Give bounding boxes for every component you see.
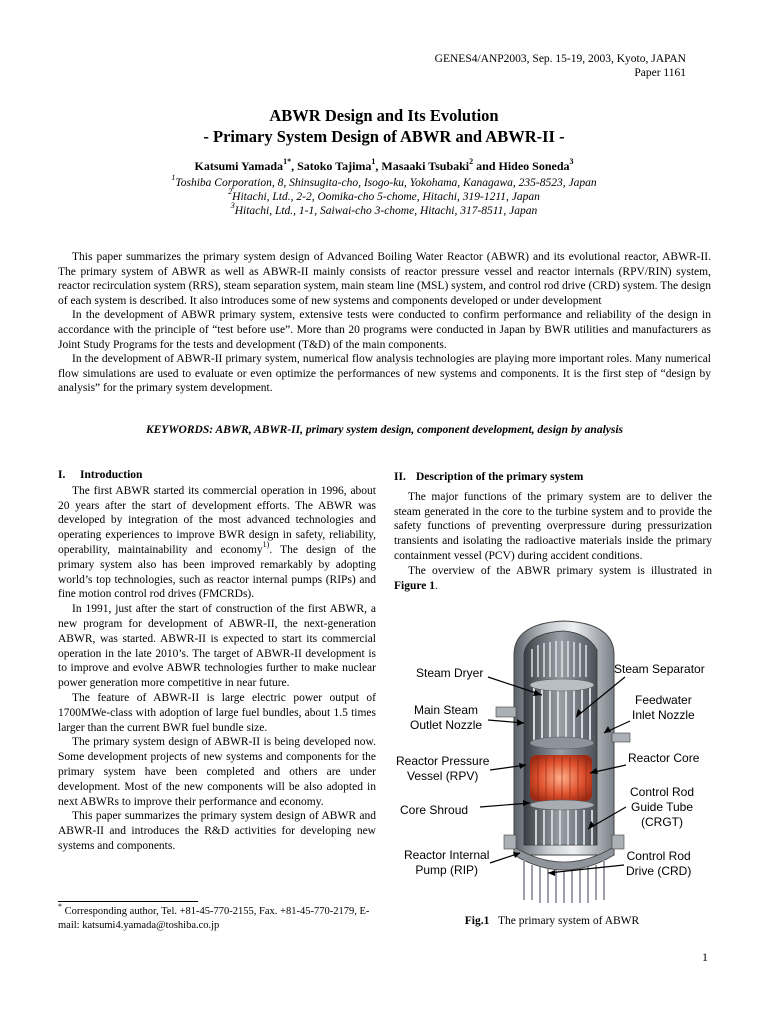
page-number: 1: [702, 950, 708, 964]
label-line: Reactor Pressure: [396, 754, 490, 768]
author-name: Katsumi Yamada: [194, 159, 284, 173]
label-steam-separator: Steam Separator: [614, 662, 705, 676]
label-line: Feedwater: [635, 693, 692, 707]
abstract-paragraph: In the development of ABWR-II primary system, numerical flow analysis technologies are playing more important roles. Many numerical flow simulations are used to evaluate or even optimize the performances of new systems and components. It is the first step of “design by analysis” for the primary system development.: [58, 353, 711, 395]
author-name: Satoko Tajima: [297, 159, 372, 173]
label-line: Reactor Internal: [404, 848, 490, 862]
label-line: Control Rod: [626, 849, 691, 863]
affiliation-3: [0, 201, 768, 219]
label-line: Drive (CRD): [626, 864, 692, 878]
footnote-text: Corresponding author, Tel. +81-45-770-2155, Fax. +81-45-770-2179, E-mail: katsumi4.yamada@toshiba.co.jp: [58, 906, 370, 931]
label-steam-dryer: Steam Dryer: [416, 666, 484, 680]
affil-mark: 3: [230, 201, 235, 211]
section-heading: [58, 468, 376, 483]
body-paragraph: The feature of ABWR-II is large electric power output of 1700MWe-class with adoption of large fuel bundles, about 1.5 times larger than the current BWR fuel bundle size.: [58, 691, 376, 734]
author-name: Hideo Soneda: [498, 159, 570, 173]
section-title: Description of the primary system: [416, 471, 584, 483]
abstract-paragraph: This paper summarizes the primary system design of Advanced Boiling Water Reactor (ABWR) and its evolutional reactor, ABWR-II. The primary system of ABWR as well as ABWR-II mainly consists of reactor pressure vessel and reactor internals (RPV/RIN) system, reactor recirculation system (RRS), steam separation system, main steam line (MSL) system, and control rod drive (CRD) system. The design of each system is described. It also introduces some of new systems and components developed or under development: [58, 251, 711, 307]
label-core-shroud: Core Shroud: [400, 803, 469, 817]
body-paragraph: The major functions of the primary system are to deliver the steam generated in the core to the turbine system and to provide the safety functions of preventing overpressure during pressurization transients and isolating the radioactive materials inside the primary containment vessel (PCV) during accident conditions.: [394, 490, 712, 562]
author-sep: ,: [375, 159, 382, 173]
label-line: Vessel (RPV): [407, 769, 479, 783]
author-affil-mark: 2: [469, 157, 474, 166]
affil-mark: 1: [171, 173, 176, 183]
conference-line: GENES4/ANP2003, Sep. 15-19, 2003, Kyoto, JAPAN: [434, 53, 686, 65]
author-name: Masaaki Tsubaki: [381, 159, 470, 173]
section-number: II.: [394, 471, 406, 483]
label-main-steam-nozzle: [410, 703, 482, 733]
figure-caption: [392, 915, 712, 927]
affil-text: Hitachi, Ltd., 2-2, Oomika-cho 5-chome, Hitachi, 319-1211, Japan: [232, 191, 540, 203]
paper-number: Paper 1161: [634, 67, 686, 79]
author-sep: ,: [291, 159, 298, 173]
affil-text: Hitachi, Ltd., 1-1, Saiwai-cho 3-chome, Hitachi, 317-8511, Japan: [234, 205, 538, 217]
reference-mark: 1): [262, 540, 270, 550]
label-line: Inlet Nozzle: [632, 708, 695, 722]
caption-text: The primary system of ABWR: [498, 915, 640, 927]
label-line: Outlet Nozzle: [410, 718, 483, 732]
label-rpv: [396, 754, 489, 784]
body-paragraph: The primary system design of ABWR-II is being developed now. Some development projects of new systems and components for the primary system have been completed and others are under development. Most of the new components will be also adopted in next ABWRs to improve their performance and economy.: [58, 736, 376, 808]
right-column: [394, 470, 712, 593]
left-column: [58, 468, 376, 854]
keywords: KEYWORDS: ABWR, ABWR-II, primary system design, component development, design by analysis: [145, 424, 624, 436]
author-affil-mark: 1: [371, 157, 376, 166]
author-sep: and: [473, 159, 499, 173]
label-feedwater-nozzle: [632, 693, 695, 723]
caption-label: Fig.1: [464, 915, 490, 927]
label-reactor-core: Reactor Core: [628, 751, 700, 765]
abstract-paragraph: In the development of ABWR primary system, extensive tests were conducted to confirm performance and reliability of the design in accordance with the principle of “test before use”. More than 20 programs were conducted in Japan by BWR utilities and manufacturers as Joint Study Programs for the tests and development (T&D) of the main components.: [58, 309, 711, 351]
section-title: Introduction: [80, 469, 143, 481]
text-run: .: [435, 579, 438, 592]
figure-reference: Figure 1: [394, 579, 435, 592]
label-line: Main Steam: [414, 703, 479, 717]
figure-1: [392, 615, 722, 905]
label-line: Pump (RIP): [415, 863, 479, 877]
label-crd: [626, 849, 691, 879]
paper-subtitle: - Primary System Design of ABWR and ABWR-II -: [203, 127, 565, 146]
paper-title: ABWR Design and Its Evolution: [269, 106, 499, 125]
text-run: The first ABWR started its commercial operation in 1996, about 20 years after the start of development efforts. The ABWR was developed by integration of the most advanced technologies and operating experiences to improve BWR design in safety, reliability, operability, maintainability and economy: [58, 484, 376, 556]
label-line: (CRGT): [641, 815, 684, 829]
affil-text: Toshiba Corporation, 8, Shinsugita-cho, Isogo-ku, Yokohama, Kanagawa, 235-8523, Japan: [175, 177, 597, 189]
body-paragraph: In 1991, just after the start of construction of the first ABWR, a new program for development of ABWR-II, the next-generation ABWR, was started. ABWR-II is expected to start its commercial operation in the late 2010’s. The target of ABWR-II development is to improve and evolve ABWR technologies further to make nuclear power generation more competitive in near future.: [58, 603, 376, 690]
footnote-mark: *: [58, 901, 62, 911]
author-affil-mark: 3: [569, 157, 574, 166]
affil-mark: 2: [228, 187, 233, 197]
label-crgt: [630, 785, 694, 830]
author-list: [0, 159, 768, 174]
author-affil-mark: 1*: [283, 157, 292, 166]
footnote-rule: [58, 901, 198, 902]
affiliation-1: [0, 173, 768, 191]
abstract: [58, 250, 711, 396]
conference-header: [435, 52, 686, 80]
label-rip: [404, 848, 489, 878]
footnote: [58, 901, 376, 933]
label-line: Guide Tube: [630, 800, 694, 814]
body-paragraph: This paper summarizes the primary system design of ABWR and ABWR-II and introduces the R&D activities for developing new systems and components.: [58, 810, 376, 852]
label-line: Control Rod: [630, 785, 695, 799]
text-run: . The design of the primary system also has been improved remarkably by adopting world’s top technologies, such as reactor internal pumps (RIPs) and fine motion control rod drives (FMCRDs).: [58, 543, 376, 601]
affiliation-2: [0, 187, 768, 205]
text-run: The overview of the ABWR primary system is illustrated in: [408, 564, 712, 577]
section-number: I.: [58, 469, 66, 481]
body-paragraph: [58, 484, 376, 602]
body-paragraph: [394, 564, 712, 594]
section-heading: [394, 470, 712, 485]
